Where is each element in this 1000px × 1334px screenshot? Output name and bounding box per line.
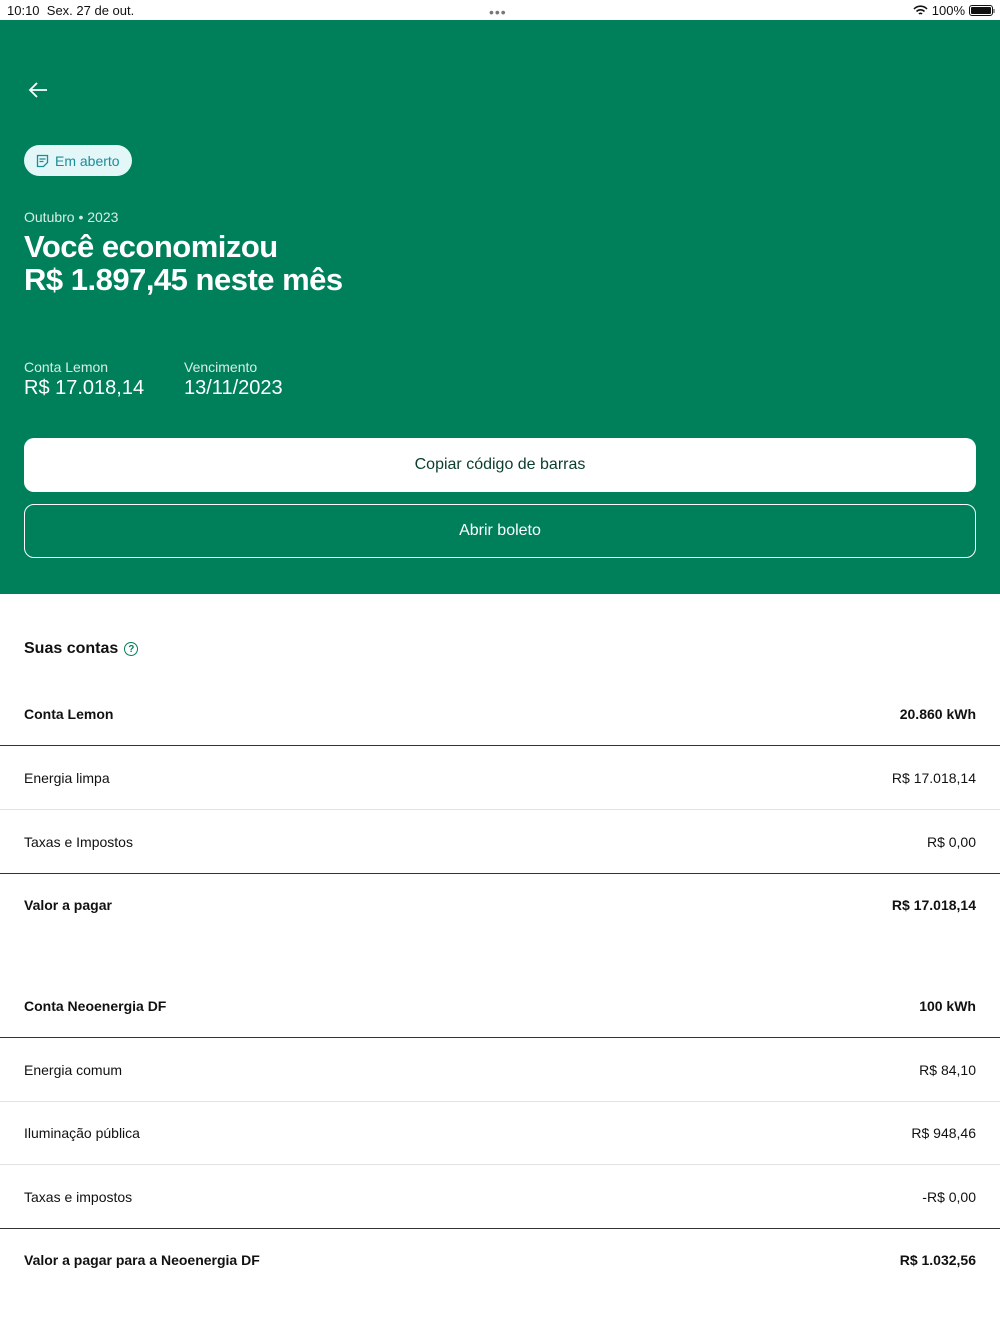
status-badge-label: Em aberto — [55, 152, 120, 169]
row-label: Conta Lemon — [24, 705, 114, 722]
accounts-section-title — [24, 640, 138, 658]
row-value: R$ 17.018,14 — [891, 769, 976, 786]
status-time: 10:10 — [7, 2, 40, 18]
status-bar — [0, 0, 1000, 20]
title-line-1: Você economizou — [24, 229, 278, 264]
page-title — [24, 230, 343, 296]
row-label: Iluminação pública — [24, 1124, 140, 1141]
account-amount-label: Conta Lemon — [24, 359, 109, 375]
open-boleto-button[interactable]: Abrir boleto — [24, 504, 976, 558]
row-label: Conta Neoenergia DF — [24, 997, 167, 1014]
row-value: -R$ 0,00 — [922, 1188, 976, 1205]
multitasking-dots-icon[interactable]: ••• — [489, 4, 507, 20]
row-value: R$ 17.018,14 — [891, 897, 976, 913]
due-date-label: Vencimento — [184, 359, 258, 375]
table-row — [0, 1101, 1000, 1165]
row-value: R$ 948,46 — [911, 1124, 976, 1141]
status-badge — [24, 145, 132, 176]
battery-icon — [969, 5, 993, 16]
due-date-value: 13/11/2023 — [184, 377, 283, 399]
battery-percent: 100% — [931, 2, 965, 18]
row-label: Energia comum — [24, 1061, 123, 1078]
row-value: 20.860 kWh — [899, 705, 976, 722]
lemon-header-row — [0, 682, 1000, 746]
accounts-title-label: Suas contas — [24, 640, 119, 657]
account-amount — [24, 359, 144, 400]
table-row — [0, 746, 1000, 810]
row-label: Valor a pagar — [24, 897, 112, 913]
row-label: Energia limpa — [24, 769, 110, 786]
table-row — [0, 1165, 1000, 1229]
table-row — [0, 1038, 1000, 1102]
help-icon[interactable]: ? — [124, 642, 138, 656]
bill-hero — [0, 20, 1000, 594]
row-label: Valor a pagar para a Neoenergia DF — [24, 1252, 260, 1268]
neo-total-row — [0, 1228, 1000, 1292]
due-date — [184, 359, 283, 400]
table-row — [0, 810, 1000, 874]
row-label: Taxas e impostos — [24, 1188, 133, 1205]
copy-barcode-button[interactable]: Copiar código de barras — [24, 438, 976, 492]
back-arrow-icon[interactable] — [26, 78, 50, 102]
row-value: R$ 1.032,56 — [899, 1252, 976, 1268]
row-value: R$ 0,00 — [926, 833, 976, 850]
wifi-icon — [913, 5, 928, 16]
neo-header-row — [0, 974, 1000, 1038]
row-label: Taxas e Impostos — [24, 833, 133, 850]
document-icon — [36, 154, 49, 168]
title-line-2: R$ 1.897,45 neste mês — [24, 262, 343, 297]
lemon-total-row — [0, 873, 1000, 937]
status-date: Sex. 27 de out. — [46, 2, 135, 18]
account-amount-value: R$ 17.018,14 — [24, 377, 145, 399]
row-value: R$ 84,10 — [919, 1061, 976, 1078]
row-value: 100 kWh — [919, 997, 976, 1014]
billing-period: Outubro • 2023 — [24, 209, 119, 225]
